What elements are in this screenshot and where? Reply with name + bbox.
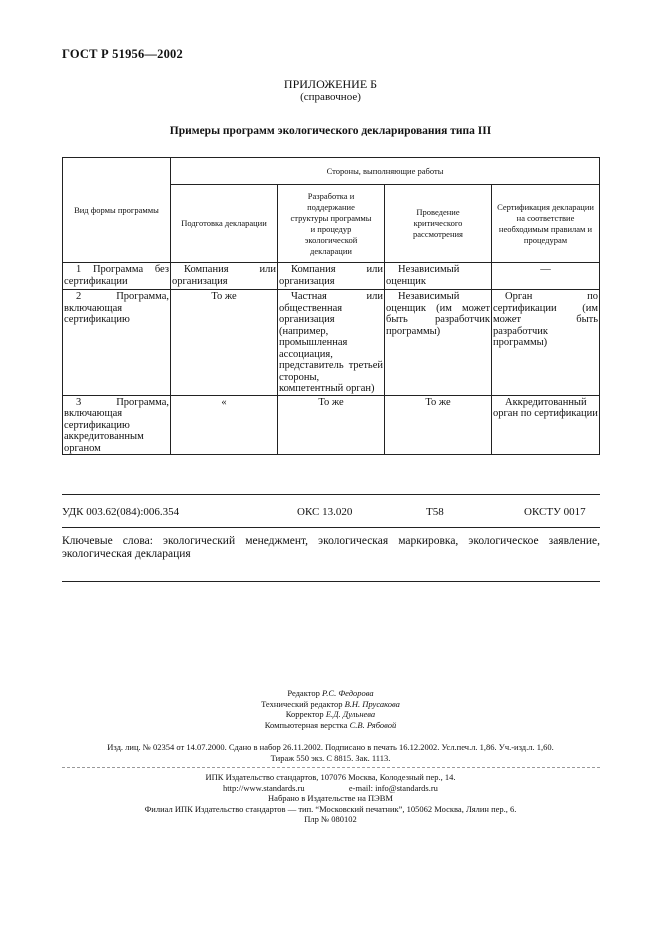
credit-role: Редактор <box>287 688 320 698</box>
table-row <box>63 263 600 290</box>
table-row <box>63 395 600 455</box>
publication-line: Тираж 550 экз. С 8815. Зак. 1113. <box>270 752 391 763</box>
cell-development: То же <box>278 395 385 455</box>
publisher-info <box>0 772 661 825</box>
publisher-email: e-mail: info@standards.ru <box>348 782 438 793</box>
cell-certification: — <box>492 263 600 290</box>
credit-name: Е.Д. Дульнева <box>325 709 376 719</box>
cell-certification: Аккредитованный орган по сертификации <box>492 395 600 455</box>
cell-development: Компания или организация <box>278 263 385 290</box>
credit-role: Корректор <box>285 709 324 719</box>
udk-code: УДК 003.62(084):006.354 <box>62 506 180 518</box>
cell-development: Частная или общественная организация (например, промышленная ассоциация, представитель третьей стороны, компетентный орган) <box>279 291 383 394</box>
cell-certification: Орган по сертификации (им может быть разработчик программы) <box>492 290 600 396</box>
credit-name: С.В. Рябовой <box>349 719 397 730</box>
cell-review: Независимый оценщик <box>385 263 492 290</box>
col-header-development: Разработка и поддержание структуры программы и процедур экологической декларации <box>278 185 385 263</box>
appendix-heading <box>0 78 661 104</box>
table-header-row <box>63 158 600 185</box>
cell-preparation: Компания или организация <box>171 263 278 290</box>
cell-preparation: То же <box>171 290 278 396</box>
credit-editor <box>0 688 661 699</box>
divider-top <box>62 494 600 495</box>
cell-preparation: « <box>171 395 278 455</box>
t-code: Т58 <box>426 506 444 518</box>
credit-role: Технический редактор <box>261 698 343 709</box>
appendix-note: (справочное) <box>300 91 361 103</box>
keywords: Ключевые слова: экологический менеджмент, экологическая маркировка, экологическое заявление, экологическая декларация <box>62 535 600 560</box>
publisher-plr: Плр № 080102 <box>304 814 357 824</box>
cell-review: То же <box>385 395 492 455</box>
col-header-preparation: Подготовка декларации <box>171 185 278 263</box>
publisher-contacts <box>0 783 661 794</box>
row-type: 1 Программа без сертификации <box>63 263 171 290</box>
credit-name: В.Н. Прусакова <box>344 698 400 709</box>
row-type: 3 Программа, включающая сертификацию аккредитованным органом <box>64 396 169 454</box>
credit-corrector <box>0 709 661 720</box>
publication-info <box>0 742 661 763</box>
col-group-header: Стороны, выполняющие работы <box>171 158 600 185</box>
okstu-code: ОКСТУ 0017 <box>524 506 586 518</box>
publication-line: Изд. лиц. № 02354 от 14.07.2000. Сдано в набор 26.11.2002. Подписано в печать 16.12.2002. Усл.печ.л. 1,86. Уч.-изд.л. 1,60. <box>107 742 554 752</box>
divider-bottom <box>62 581 600 582</box>
table-title: Примеры программ экологического декларирования типа III <box>169 125 492 137</box>
programs-table <box>62 157 600 455</box>
table-row <box>63 290 600 396</box>
divider-middle <box>62 527 600 528</box>
oks-code: ОКС 13.020 <box>297 506 353 518</box>
credit-tech-editor <box>0 699 661 710</box>
credit-name: Р.С. Федорова <box>321 688 374 698</box>
publisher-branch: Филиал ИПК Издательство стандартов — тип. “Московский печатник”, 105062 Москва, Лялин пер., 6. <box>144 803 517 814</box>
credit-role: Компьютерная верстка <box>264 719 348 730</box>
credit-layout <box>0 720 661 731</box>
cell-review: Независимый оценщик (им может быть разработчик программы) <box>385 290 492 396</box>
appendix-title: ПРИЛОЖЕНИЕ Б <box>283 77 378 91</box>
publisher-address: ИПК Издательство стандартов, 107076 Москва, Колодезный пер., 14. <box>205 772 456 782</box>
credits-block <box>0 688 661 730</box>
col-header-certification: Сертификация декларации на соответствие необходимым правилам и процедурам <box>492 185 600 263</box>
publisher-website: http://www.standards.ru <box>223 782 305 793</box>
publisher-typeset: Набрано в Издательстве на ПЭВМ <box>268 793 393 803</box>
standard-code: ГОСТ Р 51956—2002 <box>62 47 183 61</box>
dashed-divider <box>62 767 600 768</box>
col-header-review: Проведение критического рассмотрения <box>385 185 492 263</box>
col-header-type: Вид формы программы <box>63 158 171 263</box>
row-type: 2 Программа, включающая сертификацию <box>63 290 171 396</box>
